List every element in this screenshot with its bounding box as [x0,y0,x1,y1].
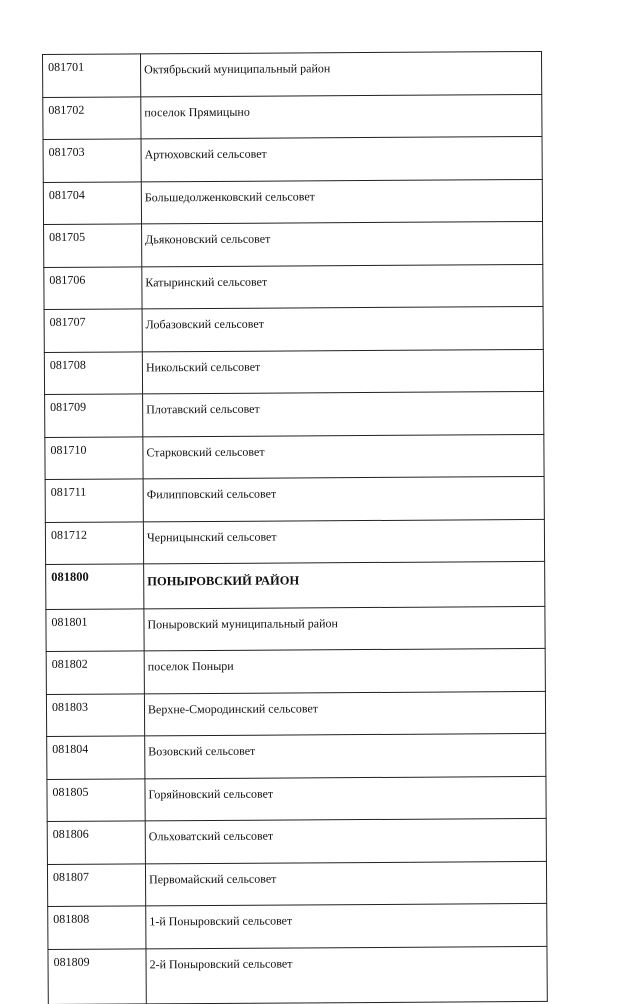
code-cell: 081711 [45,479,143,522]
code-cell: 081704 [43,181,141,224]
table-row [47,861,546,907]
table-row [43,136,542,182]
name-cell: 2-й Поныровский сельсовет [146,946,547,1003]
code-cell: 081702 [43,96,141,139]
code-cell: 081809 [48,948,146,1004]
code-cell: 081805 [47,778,145,821]
table-row [45,519,544,565]
name-cell: Верхне-Смородинский сельсовет [144,691,545,736]
name-cell: Ольховатский сельсовет [145,818,546,863]
name-cell: Октябрьский муниципальный район [141,51,542,96]
name-cell: Черницынский сельсовет [143,519,544,564]
table-row [46,606,545,652]
name-cell: Лобазовский сельсовет [142,306,543,351]
code-cell: 081710 [45,436,143,479]
name-cell: Большедолженковский сельсовет [141,179,542,224]
table-row [45,476,544,522]
code-cell: 081804 [47,736,145,779]
code-cell: 081705 [44,224,142,267]
table-row [48,946,547,1004]
table-row [43,94,542,140]
code-cell: 081701 [43,54,141,97]
code-cell: 081708 [44,351,142,394]
name-cell: Возовский сельсовет [145,733,546,778]
name-cell: Дьяконовский сельсовет [142,221,543,266]
name-cell: Плотавский сельсовет [143,391,544,436]
table-row [44,221,543,267]
code-cell: 081709 [45,394,143,437]
code-cell: 081800 [46,564,144,609]
name-cell: ПОНЫРОВСКИЙ РАЙОН [144,561,545,608]
table-row [47,818,546,864]
table-row [44,349,543,395]
name-cell: Филипповский сельсовет [143,476,544,521]
table-row [45,434,544,480]
name-cell: Никольский сельсовет [142,349,543,394]
table-body [43,51,548,1004]
table-row [45,391,544,437]
table-row [48,903,547,949]
table-row [46,691,545,737]
name-cell: 1-й Поныровский сельсовет [146,903,547,948]
code-cell: 081712 [45,521,143,564]
code-cell: 081801 [46,608,144,651]
table-row [43,51,542,97]
code-cell: 081806 [47,821,145,864]
name-cell: поселок Поныри [144,648,545,693]
table-row [47,776,546,822]
name-cell: поселок Прямицыно [141,94,542,139]
name-cell: Артюховский сельсовет [141,136,542,181]
name-cell: Первомайский сельсовет [145,861,546,906]
code-cell: 081802 [46,651,144,694]
table-row [47,733,546,779]
name-cell: Поныровский муниципальный район [144,606,545,651]
code-cell: 081706 [44,266,142,309]
code-cell: 081707 [44,309,142,352]
code-cell: 081703 [43,139,141,182]
name-cell: Горяйновский сельсовет [145,776,546,821]
territory-code-table [42,51,548,1004]
code-cell: 081807 [47,863,145,906]
code-cell: 081803 [46,693,144,736]
name-cell: Старковский сельсовет [143,434,544,479]
name-cell: Катыринский сельсовет [142,264,543,309]
code-cell: 081808 [48,906,146,949]
table-row [46,648,545,694]
table-row [44,264,543,310]
district-header-row [46,561,545,609]
table-row [43,179,542,225]
table-row [44,306,543,352]
